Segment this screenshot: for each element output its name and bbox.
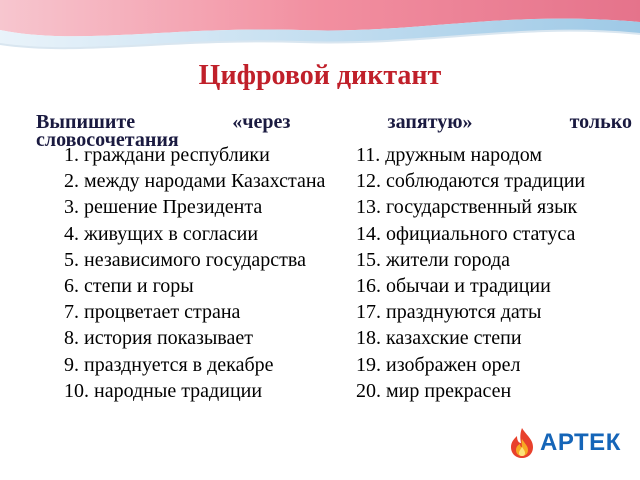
flame-icon (508, 427, 536, 459)
phrase-list-right (356, 142, 585, 404)
list-item: 14. официального статуса (356, 222, 576, 245)
instruction-line-2: словосочетания (36, 129, 179, 151)
list-item: 19. изображен орел (356, 353, 521, 376)
list-item: 7. процветает страна (64, 301, 241, 324)
list-item: 13. государственный язык (356, 196, 578, 219)
instruction-word: «через (232, 111, 291, 133)
list-item: 12. соблюдаются традиции (356, 170, 586, 193)
list-item: 4. живущих в согласии (64, 222, 259, 245)
list-item: 9. празднуется в декабре (64, 353, 274, 376)
list-item: 2. между народами Казахстана (64, 170, 326, 193)
list-item: 8. история показывает (64, 327, 253, 350)
list-item: 16. обычаи и традиции (356, 274, 551, 297)
list-item: 10. народные традиции (64, 379, 263, 402)
phrase-list-left (64, 142, 325, 404)
instruction-word: только (569, 111, 632, 133)
list-item: 11. дружным народом (356, 144, 542, 166)
instruction-word: запятую» (387, 111, 473, 133)
list-item: 15. жители города (356, 248, 511, 271)
list-item: 5. независимого государства (64, 248, 306, 271)
list-item: 1. граждани республики (64, 144, 270, 166)
decorative-banner (0, 0, 640, 60)
instruction-word: Выпишите (36, 111, 136, 133)
artek-logo (508, 426, 628, 460)
page-title: Цифровой диктант (198, 60, 442, 91)
list-item: 17. празднуются даты (356, 301, 542, 324)
list-item: 3. решение Президента (64, 196, 263, 219)
list-item: 6. степи и горы (64, 274, 194, 297)
list-item: 18. казахские степи (356, 327, 522, 350)
logo-text: АРТЕК (540, 429, 621, 456)
list-item: 20. мир прекрасен (356, 379, 512, 402)
